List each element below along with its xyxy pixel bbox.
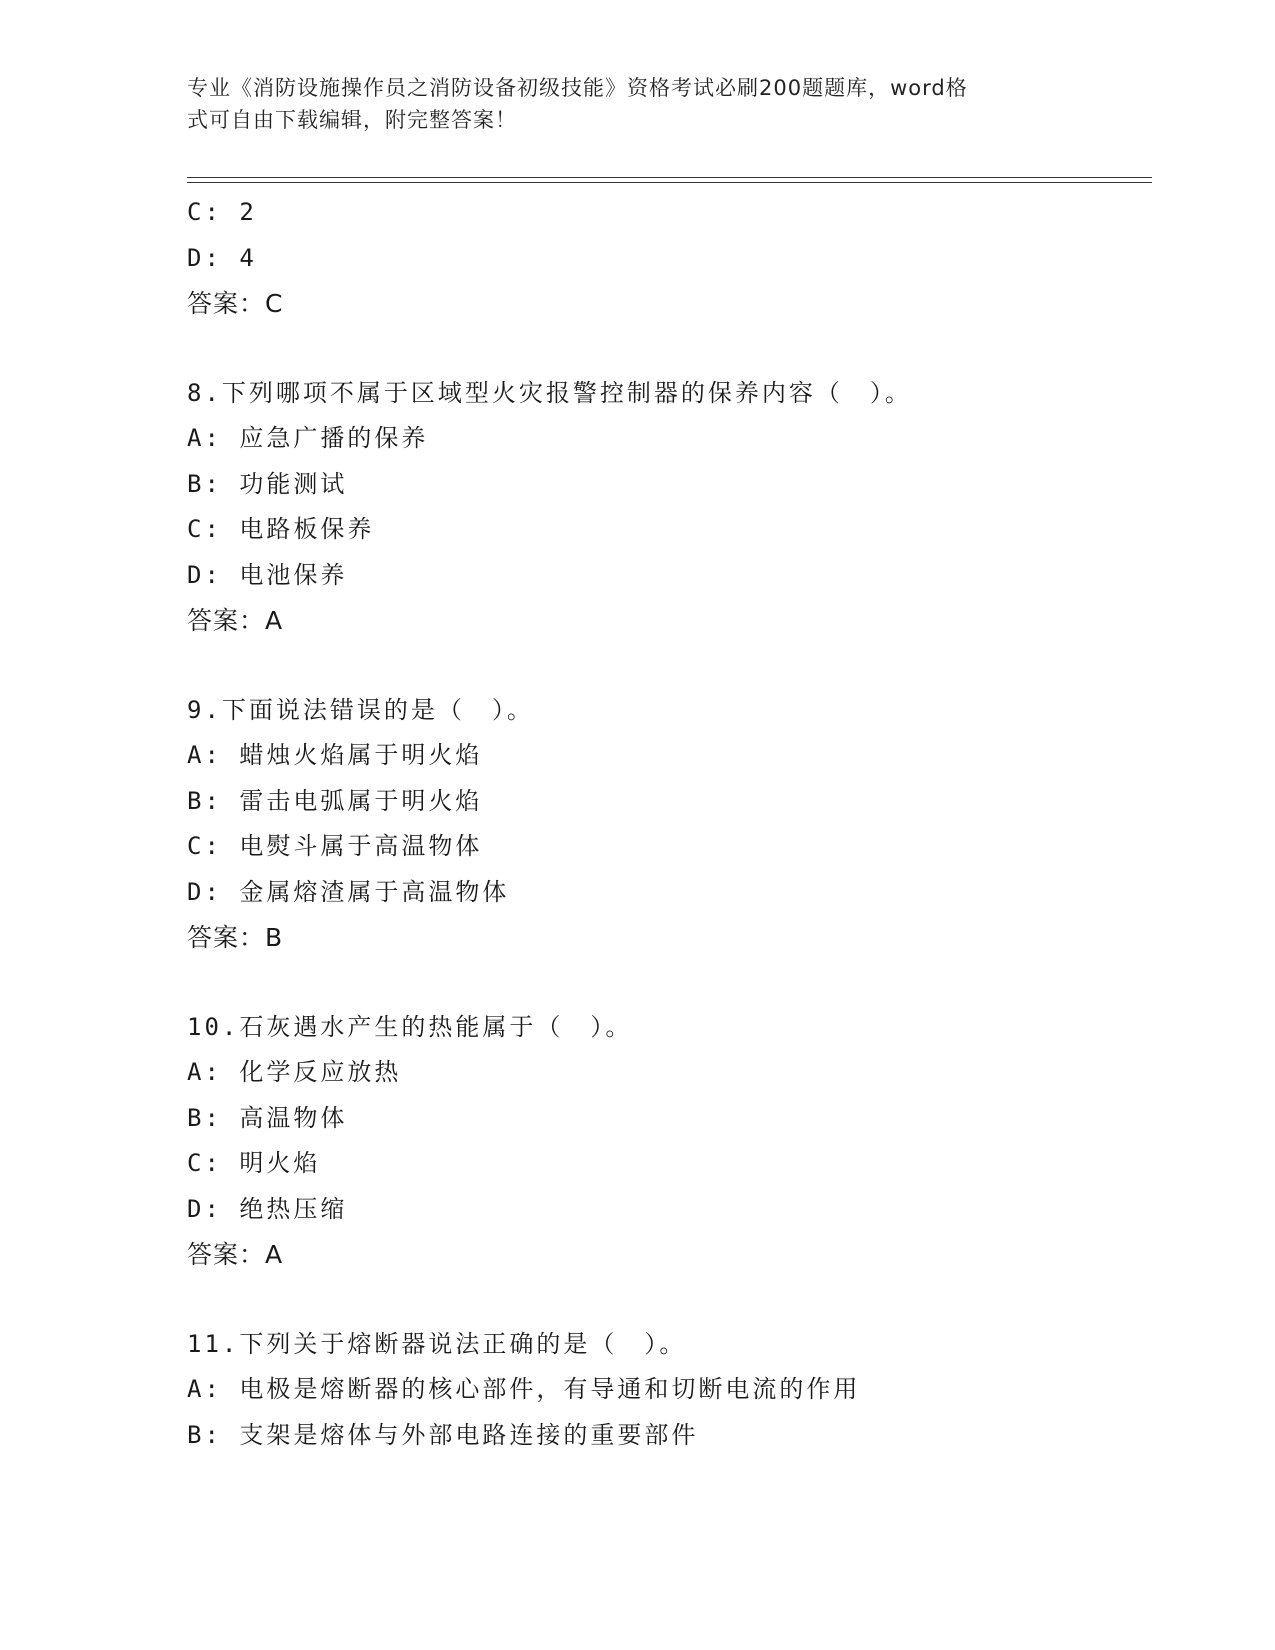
answer-label: 答案：A [187, 606, 284, 635]
question-block-10 [187, 1005, 1147, 1278]
option-b: B: 高温物体 [187, 1103, 348, 1132]
question-spacer [187, 961, 1147, 1005]
option-b: B: 支架是熔体与外部电路连接的重要部件 [187, 1420, 699, 1449]
answer-label: 答案：B [187, 923, 284, 952]
option-a: A: 蜡烛火焰属于明火焰 [187, 741, 483, 769]
option-b: B: 功能测试 [187, 469, 348, 498]
question-list [187, 190, 1147, 1458]
question-text: 8.下列哪项不属于区域型火灾报警控制器的保养内容（ ）。 [187, 378, 912, 407]
answer-label: 答案：A [187, 1240, 284, 1269]
document-header [187, 72, 1067, 136]
question-block-8 [187, 371, 1147, 644]
question-block-11 [187, 1322, 1147, 1459]
answer-label: 答案：C [187, 289, 284, 318]
question-text: 9.下面说法错误的是（ ）。 [187, 695, 534, 724]
question-spacer [187, 644, 1147, 688]
option-d: D: 绝热压缩 [187, 1194, 348, 1223]
header-title-line-2: 式可自由下载编辑，附完整答案！ [187, 108, 517, 132]
option-d: D: 金属熔渣属于高温物体 [187, 877, 510, 906]
option-c: C: 电路板保养 [187, 515, 375, 543]
option-a: A: 电极是熔断器的核心部件，有导通和切断电流的作用 [187, 1375, 861, 1403]
header-divider-bottom [187, 182, 1152, 183]
question-text: 10.石灰遇水产生的热能属于（ ）。 [187, 1012, 633, 1041]
header-divider-top [187, 177, 1152, 178]
question-block-7 [187, 190, 1147, 327]
option-a: A: 化学反应放热 [187, 1058, 402, 1086]
option-c: C: 明火焰 [187, 1149, 321, 1177]
option-d: D: 4 [187, 243, 257, 272]
option-c: C: 电熨斗属于高温物体 [187, 832, 483, 860]
option-c: C: 2 [187, 198, 257, 226]
header-title-line-1: 专业《消防设施操作员之消防设备初级技能》资格考试必刷200题题库，word格 [187, 76, 968, 100]
option-a: A: 应急广播的保养 [187, 424, 429, 452]
option-b: B: 雷击电弧属于明火焰 [187, 786, 483, 815]
question-spacer [187, 327, 1147, 371]
option-d: D: 电池保养 [187, 560, 348, 589]
question-spacer [187, 1278, 1147, 1322]
question-text: 11.下列关于熔断器说法正确的是（ ）。 [187, 1329, 687, 1358]
question-block-9 [187, 688, 1147, 961]
